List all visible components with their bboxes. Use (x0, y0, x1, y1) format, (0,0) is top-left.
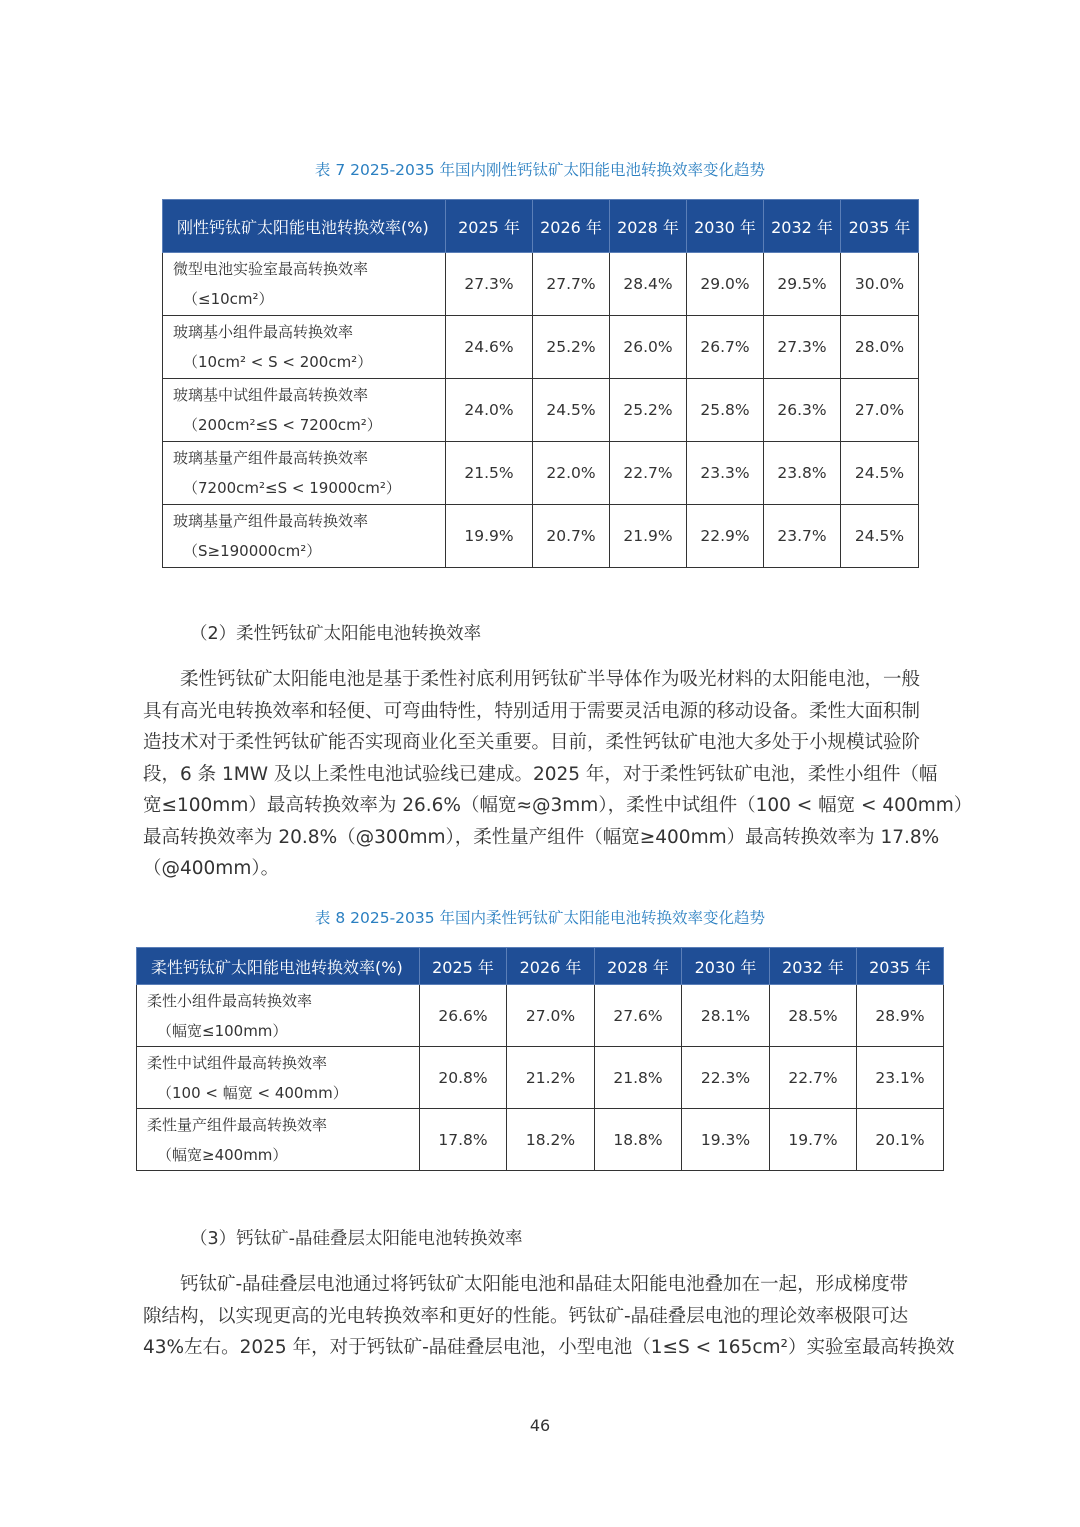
table-cell: 28.0% (841, 316, 919, 379)
table-cell: 27.6% (595, 985, 682, 1047)
row-label-main: 玻璃基量产组件最高转换效率 (173, 512, 369, 530)
table-cell: 24.5% (841, 442, 919, 505)
row-label-sub: （10cm² < S < 200cm²） (183, 353, 373, 371)
table-cell: 22.9% (687, 505, 764, 568)
row-label (137, 985, 420, 1047)
table-row (163, 442, 919, 505)
table-cell: 30.0% (841, 253, 919, 316)
table-cell: 26.0% (610, 316, 687, 379)
table-cell: 23.3% (687, 442, 764, 505)
paragraph-line: 隙结构，以实现更高的光电转换效率和更好的性能。钙钛矿-晶硅叠层电池的理论效率极限可达 (143, 1305, 909, 1327)
table-cell: 23.1% (857, 1047, 944, 1109)
table-cell: 28.9% (857, 985, 944, 1047)
table7-header-year: 2030 年 (687, 200, 764, 253)
table-cell: 27.0% (507, 985, 595, 1047)
table-cell: 24.0% (446, 379, 533, 442)
table-cell: 19.7% (770, 1109, 857, 1171)
table8 (136, 947, 944, 1171)
table7-header-year: 2035 年 (841, 200, 919, 253)
row-label-sub: （7200cm²≤S < 19000cm²） (183, 479, 401, 497)
table-cell: 29.5% (764, 253, 841, 316)
table7-header-year: 2026 年 (533, 200, 610, 253)
table8-header-year: 2026 年 (507, 948, 595, 985)
row-label-sub: （S≥190000cm²） (183, 542, 322, 560)
row-label-main: 柔性中试组件最高转换效率 (147, 1053, 328, 1072)
table-cell: 23.7% (764, 505, 841, 568)
table-cell: 24.6% (446, 316, 533, 379)
table-cell: 19.9% (446, 505, 533, 568)
table8-header-year: 2035 年 (857, 948, 944, 985)
table-cell: 19.3% (682, 1109, 770, 1171)
table7-header-year: 2028 年 (610, 200, 687, 253)
table7-header-row (163, 200, 919, 253)
paragraph-line: 造技术对于柔性钙钛矿能否实现商业化至关重要。目前，柔性钙钛矿电池大多处于小规模试验阶 (143, 732, 921, 753)
row-label (137, 1109, 420, 1171)
row-label-sub: （幅宽≥400mm） (157, 1145, 288, 1164)
table-cell: 22.7% (610, 442, 687, 505)
table-cell: 23.8% (764, 442, 841, 505)
table-cell: 25.2% (610, 379, 687, 442)
table-cell: 27.0% (841, 379, 919, 442)
table7-header-year: 2025 年 (446, 200, 533, 253)
row-label-sub: （幅宽≤100mm） (157, 1021, 288, 1040)
table-cell: 24.5% (841, 505, 919, 568)
table-cell: 28.1% (682, 985, 770, 1047)
table-cell: 22.7% (770, 1047, 857, 1109)
table-cell: 21.5% (446, 442, 533, 505)
table-row (137, 1047, 944, 1109)
table-cell: 24.5% (533, 379, 610, 442)
table8-header-year: 2032 年 (770, 948, 857, 985)
table8-header-row (137, 948, 944, 985)
table-cell: 21.2% (507, 1047, 595, 1109)
table8-caption: 表 8 2025-2035 年国内柔性钙钛矿太阳能电池转换效率变化趋势 (314, 909, 766, 927)
table-row (163, 379, 919, 442)
table-cell: 27.3% (764, 316, 841, 379)
table-cell: 22.0% (533, 442, 610, 505)
table8-header-year: 2025 年 (420, 948, 507, 985)
table8-header-label: 柔性钙钛矿太阳能电池转换效率(%) (137, 948, 420, 985)
row-label-sub: （100 < 幅宽 < 400mm） (157, 1083, 348, 1102)
table-cell: 20.1% (857, 1109, 944, 1171)
row-label (163, 379, 446, 442)
table-cell: 20.8% (420, 1047, 507, 1109)
table-cell: 26.7% (687, 316, 764, 379)
table-cell: 18.2% (507, 1109, 595, 1171)
row-label (163, 253, 446, 316)
table-cell: 21.8% (595, 1047, 682, 1109)
table7-header-year: 2032 年 (764, 200, 841, 253)
table8-header-year: 2028 年 (595, 948, 682, 985)
paragraph-line: 柔性钙钛矿太阳能电池是基于柔性衬底利用钙钛矿半导体作为吸光材料的太阳能电池，一般 (180, 669, 921, 690)
row-label (163, 316, 446, 379)
table7-caption: 表 7 2025-2035 年国内刚性钙钛矿太阳能电池转换效率变化趋势 (314, 161, 766, 179)
table7 (162, 199, 919, 568)
row-label-sub: （200cm²≤S < 7200cm²） (183, 416, 382, 434)
table8-header-year: 2030 年 (682, 948, 770, 985)
table-cell: 26.6% (420, 985, 507, 1047)
paragraph-line: （@400mm）。 (143, 858, 280, 879)
table-cell: 29.0% (687, 253, 764, 316)
section3-heading: （3）钙钛矿-晶硅叠层太阳能电池转换效率 (190, 1229, 523, 1249)
row-label-sub: （≤10cm²） (183, 290, 274, 308)
row-label-main: 微型电池实验室最高转换效率 (173, 260, 369, 278)
paragraph-line: 43%左右。2025 年，对于钙钛矿-晶硅叠层电池，小型电池（1≤S < 165cm²）实验室最高转换效 (143, 1337, 955, 1358)
paragraph-line: 钙钛矿-晶硅叠层电池通过将钙钛矿太阳能电池和晶硅太阳能电池叠加在一起，形成梯度带 (180, 1274, 909, 1295)
page-number: 46 (529, 1416, 551, 1435)
row-label-main: 玻璃基小组件最高转换效率 (173, 323, 354, 341)
table-cell: 17.8% (420, 1109, 507, 1171)
row-label (137, 1047, 420, 1109)
table-row (137, 985, 944, 1047)
table-cell: 25.2% (533, 316, 610, 379)
table-row (163, 253, 919, 316)
paragraph-line: 具有高光电转换效率和轻便、可弯曲特性，特别适用于需要灵活电源的移动设备。柔性大面积制 (143, 700, 921, 722)
row-label-main: 柔性小组件最高转换效率 (147, 991, 313, 1010)
row-label (163, 505, 446, 568)
table-row (163, 505, 919, 568)
table-cell: 22.3% (682, 1047, 770, 1109)
paragraph-line: 最高转换效率为 20.8%（@300mm），柔性量产组件（幅宽≥400mm）最高转换效率为 17.8% (143, 826, 940, 848)
table-row (137, 1109, 944, 1171)
table-cell: 27.7% (533, 253, 610, 316)
row-label-main: 玻璃基中试组件最高转换效率 (173, 386, 369, 404)
table-cell: 28.4% (610, 253, 687, 316)
table-row (163, 316, 919, 379)
paragraph-line: 段，6 条 1MW 及以上柔性电池试验线已建成。2025 年，对于柔性钙钛矿电池，柔性小组件（幅 (143, 763, 938, 785)
table7-header-label: 刚性钙钛矿太阳能电池转换效率(%) (163, 200, 446, 253)
section2-heading: （2）柔性钙钛矿太阳能电池转换效率 (190, 624, 482, 644)
section3-paragraph (143, 1269, 955, 1364)
row-label (163, 442, 446, 505)
row-label-main: 柔性量产组件最高转换效率 (147, 1115, 328, 1134)
row-label-main: 玻璃基量产组件最高转换效率 (173, 449, 369, 467)
table-cell: 25.8% (687, 379, 764, 442)
table-cell: 20.7% (533, 505, 610, 568)
table-cell: 21.9% (610, 505, 687, 568)
table-cell: 18.8% (595, 1109, 682, 1171)
table-cell: 26.3% (764, 379, 841, 442)
paragraph-line: 宽≤100mm）最高转换效率为 26.6%（幅宽≈@3mm），柔性中试组件（100 < 幅宽 < 400mm） (143, 795, 973, 816)
section2-paragraph (143, 664, 973, 885)
table-cell: 28.5% (770, 985, 857, 1047)
table-cell: 27.3% (446, 253, 533, 316)
